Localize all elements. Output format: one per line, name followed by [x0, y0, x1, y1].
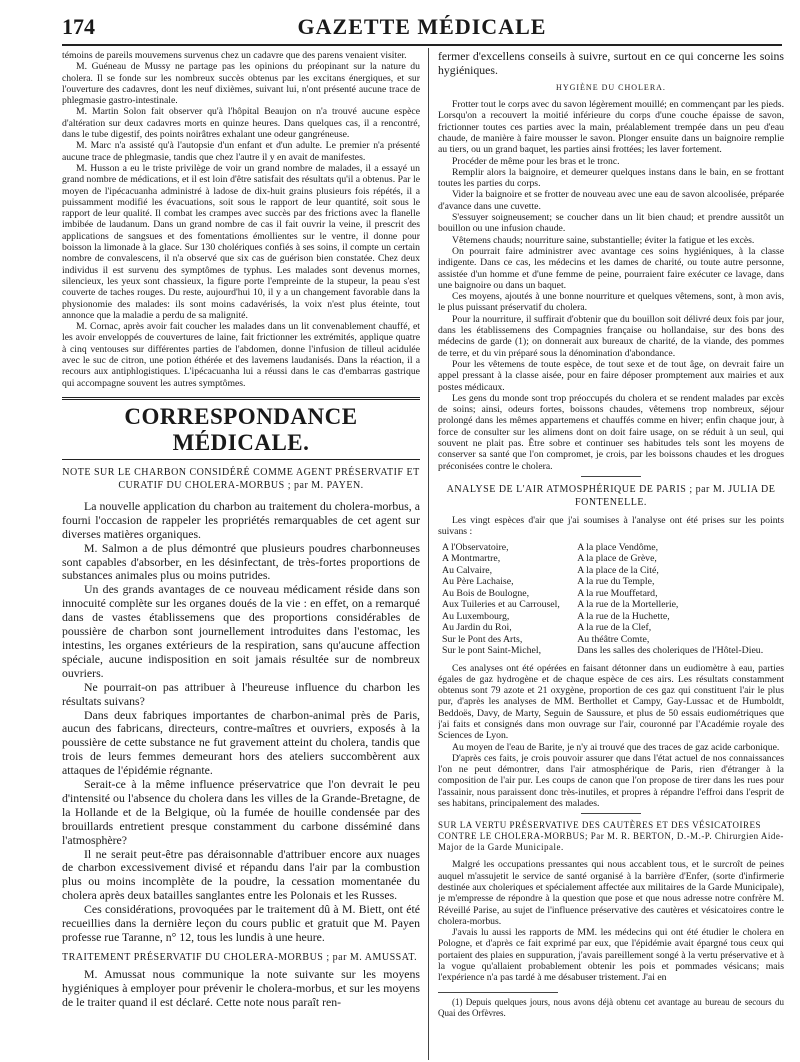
article-author: par M. AMUSSAT. [332, 951, 418, 963]
article-author: Par M. R. BERTON, D.-M.-P. Chirurgien Aide-Major de la Garde Municipale. [438, 831, 784, 853]
paragraph: Au moyen de l'eau de Barite, je n'y ai trouvé que des traces de gaz acide carbonique. [452, 741, 780, 753]
paragraph: Procéder de même pour les bras et le tronc. [452, 155, 620, 167]
table-row [438, 611, 784, 623]
session-report [62, 50, 420, 389]
paragraph: Il ne serait peut-être pas déraisonnable d'attribuer encore aux nuages de charbon excessivement divisé et répandu dans l'air par la combustion plus ou moins incomplète de la poudre, la cessation momentanée du cholera après deux batailles sanglantes entre les Polonais et les Russes. [62, 846, 420, 903]
paragraph: Pour les vêtemens de toute espèce, de tout sexe et de tout âge, on devrait faire un appel pressant à la classe aisée, pour en faire déposer promptement aux mairies et aux postes médicaux. [438, 358, 784, 393]
table-row [438, 565, 784, 577]
paragraph: M. Martin Solon fait observer qu'à l'hôpital Beaujon on n'a trouvé aucune espèce d'altération sur deux cadavres morts en quinze heures. Dans quelques cas, il a rencontré, dans le tube digestif, des points noirâtres exhalant une odeur gangréneuse. [62, 106, 420, 141]
paragraph: Vider la baignoire et se frotter de nouveau avec une eau de savon alcoolisée, préparée d'avance dans une cuvette. [438, 189, 784, 212]
article-title-text: NOTE SUR LE CHARBON CONSIDÉRÉ COMME AGENT PRÉSERVATIF ET CURATIF DU CHOLERA-MORBUS ; [62, 466, 420, 491]
place-cell: Au Bois de Boulogne, [442, 587, 530, 599]
paragraph: M. Amussat nous communique la note suivante sur les moyens hygiéniques à employer pour prévenir le cholera-morbus, et sur les moyens de le traiter quand il est déclaré. Cette note nous paraît ren- [62, 966, 420, 1009]
left-column [62, 50, 420, 1060]
paragraph: M. Cornac, après avoir fait coucher les malades dans un lit convenablement chauffé, et les avoir enveloppés de couvertures de laine, fait frictionner les extrémités, applique quatre à cinq ventouses sur différentes parties de l'abdomen, donne l'infusion de tilleul acidulée avec le suc de citron, une potion éthérée et des lavemens laudanisés. Dans la réaction, il a recours aux antiphlogistiques. L'ipécacuanha lui a réussi dans le cas d'embarras gastrique qui accompagne souvent les autres symptômes. [62, 321, 420, 389]
paragraph: Remplir alors la baignoire, et demeurer quelques instans dans le bain, en se frottant toutes les parties du corps. [438, 166, 784, 190]
footnote-rule [438, 992, 558, 993]
paragraph: Les vingt espèces d'air que j'ai soumises à l'analyse ont été prises sur les points suivans : [438, 514, 784, 538]
place-cell: Au théâtre Comte, [577, 633, 650, 645]
paragraph: Vêtemens chauds; nourriture saine, substantielle; éviter la fatigue et les excès. [452, 234, 755, 246]
place-cell: Au Jardin du Roi, [442, 622, 512, 633]
paragraph: Les gens du monde sont trop préoccupés du cholera et se rendent malades par excès de soins; ainsi, odeurs fortes, boissons chaudes, vêtemens trop nombreux, séjour prolongé dans les mêmes appartemens et chauffés comme en hiver; enfin chaque jour, à force de consulter sur les alimens dont on doit faire usage, on se réduit à un seul, qui souvent ne plait pas. Être sobre et continuer ses habitudes tels sont les moyens de conserver sa santé que l'on compromet, je crois, par les boissons chaudes et les drogues préconisées contre le cholera. [438, 392, 784, 472]
paragraph: D'après ces faits, je crois pouvoir assurer que dans l'état actuel de nos connaissances l'on ne peut démontrer, dans l'air atmosphérique de Paris, rien d'étranger à la composition de l'air pur. Les coups de canon que l'on propose de tirer dans les rues pour l'assainir, nous paraissent donc très-inutiles, et propres à répandre l'effroi dans l'esprit de ses habitans, principalement des malades. [438, 752, 784, 810]
place-cell: A la place de Grève, [577, 553, 657, 564]
table-row [438, 576, 784, 588]
article-air-analysis [438, 483, 784, 809]
right-column [438, 50, 784, 1060]
hygiene-title: HYGIÈNE DU CHOLERA. [556, 82, 666, 92]
article-author: par M. PAYEN. [294, 479, 364, 491]
table-row [438, 553, 784, 565]
place-cell: Dans les salles des choleriques de l'Hôtel-Dieu. [577, 645, 764, 656]
place-cell: A la rue de la Mortellerie, [577, 599, 679, 610]
article-amussat [62, 951, 420, 1010]
paragraph: On pourrait faire administrer avec avantage ces soins hygiéniques, à la classe indigente. Dans ce cas, les médecins et les dames de charité, ou toute autre personne, assistée d'un homme et d'une femme de peine, pourraient faire exécuter ce lavage, dans une baignoire ou dans un baquet. [438, 245, 784, 291]
place-cell: A la rue du Temple, [577, 576, 655, 587]
article-author: par M. JULIA DE FONTENELLE. [575, 483, 776, 508]
place-cell: Au Père Lachaise, [442, 576, 514, 587]
place-cell: A la rue de la Clef, [577, 622, 652, 633]
article-cauteres [438, 820, 784, 983]
table-row [438, 588, 784, 600]
table-row [438, 622, 784, 634]
place-cell: A la place Vendôme, [577, 541, 659, 553]
column-divider [428, 48, 429, 1060]
sampling-places-table [438, 542, 784, 657]
paragraph: Malgré les occupations pressantes qui nous accablent tous, et le surcroît de peines auquel m'assujetit le service de santé organisé à la barrière d'Enfer, (sorte d'infirmerie destinée aux choleriques et spécialement affectée aux militaires de la Garde Municipale), je m'empresse de répondre à la question que pose et que nous adresse notre confrère M. Réveillé Parise, au sujet de l'influence préservative des cautères et vésicatoires contre le cholera-morbus. [438, 859, 784, 927]
paragraph: Ces moyens, ajoutés à une bonne nourriture et quelques vêtemens, sont, à mon avis, le plus puissant préservatif du cholera. [438, 291, 784, 314]
article-title-text: SUR LA VERTU PRÉSERVATIVE DES CAUTÈRES ET DES VÉSICATOIRES CONTRE LE CHOLERA-MORBUS; [438, 820, 761, 842]
paragraph: M. Guéneau de Mussy ne partage pas les opinions du préopinant sur la nature du cholera. Il se fonde sur les nombreux succès obtenus par les excitans énergiques, et sur l'ouverture des cadavres, dont les neuf dixièmes, suivant lui, n'ont présenté aucune trace de phlegmasie gastro-intestinale. [62, 61, 420, 107]
place-cell: Au Calvaire, [442, 564, 493, 576]
header-rule [62, 44, 782, 46]
article-title [438, 483, 784, 509]
paragraph: J'avais lu aussi les rapports de MM. les médecins qui ont été étudier le cholera en Pologne, et d'après ce fait exprimé par eux, que l'épidémie avait épargné tous ceux qui portaient des plaies en suppuration, j'avais pareillement songé à la vertu préservative et à la vogue qu'allaient probablement obtenir les pois et pommades vésicans; mais l'expérience n'a pas tardé à me désabuser tristement. J'ai en [438, 927, 784, 984]
paragraph: M. Salmon a de plus démontré que plusieurs poudres charbonneuses sont capables d'absorber, en les désinfectant, de très-fortes proportions de substances animales plus ou moins putrides. [62, 540, 420, 583]
paragraph: M. Marc n'a assisté qu'à l'autopsie d'un enfant et d'un adulte. Le premier n'a présenté aucune trace de phlegmasie, tandis que chez l'autre il y en avait de manifestes. [62, 140, 420, 163]
article-title [62, 466, 420, 492]
place-cell: Au Luxembourg, [442, 610, 510, 622]
place-cell: Sur le pont Saint-Michel, [442, 645, 542, 656]
paragraph: Frotter tout le corps avec du savon légèrement mouillé; en commençant par les pieds. Lorsqu'on a recouvert la moitié inférieure du corps d'une couche épaisse de savon, frictionner toutes ces parties avec la main, préalablement trempée dans un peu d'eau chaude, de manière à faire mousser le savon. Plonger ensuite dans un baignoire remplie au tiers, ou un grand baquet, les parties ainsi frottées; les laver fortement. [438, 99, 784, 156]
paragraph: S'essuyer soigneusement; se coucher dans un lit bien chaud; et prendre aussitôt un bouillon ou une infusion chaude. [438, 212, 784, 235]
place-cell: Sur le Pont des Arts, [442, 633, 523, 645]
paragraph: Serait-ce à la même influence préservatrice que l'on devrait le peu d'intensité ou l'absence du cholera dans les villes de la Grande-Bretagne, de la Hollande et de la Belgique, où la fumée de houille condensée par des brouillards entretient presque constamment du carbone disséminé dans l'atmosphère? [62, 777, 420, 847]
place-cell: A la rue de la Huchette, [577, 610, 670, 622]
separator-rule [581, 476, 641, 477]
paragraph: Ces analyses ont été opérées en faisant détonner dans un eudiomètre à eau, parties égales de gaz hydrogène et de chaque espèce de ces airs. Les résultats constamment obtenus sont 79 azote et 21 oxygène, proportion de ces gaz qui constituent l'air le plus pur, d'après les analyses de MM. Berthollet et Campy, Gay-Lussac et de Humboldt, Beddoës, Davy, de Marty, Seguin de Saussure, et plus de 50 essais eudiométriques que j'ai faits et consignés dans mon ouvrage sur l'air, couronné par l'Académie royale des Sciences de Lyon. [438, 662, 784, 742]
table-row [438, 542, 784, 554]
article-charbon [62, 466, 420, 945]
paragraph: Dans deux fabriques importantes de charbon-animal près de Paris, aucun des fabricans, directeurs, contre-maîtres et ouvriers, exposés à la poussière de cette substance ne fut gravement atteint du cholera, tandis que trois de leurs femmes demeurant hors des ateliers succombèrent aux attaques de l'épidémie régnante. [62, 707, 420, 778]
paragraph: témoins de pareils mouvemens survenus chez un cadavre que des parens venaient visiter. [62, 50, 407, 61]
page-header [62, 10, 782, 44]
journal-title: GAZETTE MÉDICALE [297, 14, 547, 39]
place-cell: A la rue Mouffetard, [577, 587, 658, 599]
paragraph: M. Husson a eu le triste privilège de voir un grand nombre de malades, il a essayé un grand nombre de médications, et il est loin d'être satisfait des résultats qu'il a obtenus. Par le moyen de l'ipécacuanha administré à ladose de dix-huit grains plusieurs fois répétés, il a puissamment modifié les évacuations, soit sous le rapport de leur quantité, soit sous le rapport de leur qualité. Il combat les crampes avec succès par des frictions avec la flanelle imbibée de laudanum. Dans un grand nombre de cas il fait ouvrir la veine, il prescrit des applications de sangsues et des fomentations émollientes sur le ventre, il donne pour boisson la limonade à la glace. Sur 130 cholériques confiés à ses soins, il compte un certain nombre de convalescens, il n'a observé que six cas de guérison bien constatée. Chez deux individus il est survenu des symptômes de typhus. Les malades sont devenus mornes, silencieux, les yeux sont chassieux, la figure porte l'empreinte de la stupeur, la peau s'est couverte de taches rouges. Du reste, aujourd'hui 10, il y a un changement favorable dans la physionomie des malades: ils sont moins cadavérisés, la voix n'est plus éteinte, tout annonce que la maladie a perdu de sa malignité. [62, 162, 420, 321]
place-cell: A Montmartre, [442, 553, 501, 564]
paragraph: Pour la nourriture, il suffirait d'obtenir que du bouillon soit délivré deux fois par jour, dans les établissemens des Compagnies française ou hollandaise, sur des bons des médecins de garde (1); on donnerait aux bureaux de charité, de la viande, des pommes de terre, et du vin préparé sous la dénomination d'abondance. [438, 313, 784, 359]
paragraph: Ces considérations, provoquées par le traitement dû à M. Biett, ont été recueillies dans la dernière leçon du cours public et gratuit que M. Payen professe rue Taranne, n° 12, tous les lundis à une heure. [62, 902, 420, 944]
article-title [438, 820, 784, 853]
place-cell: Aux Tuileries et au Carrousel, [442, 599, 560, 610]
footnote: (1) Depuis quelques jours, nous avons déjà obtenu cet avantage au bureau de secours du Quai des Orfèvres. [438, 996, 784, 1018]
table-row [438, 645, 784, 657]
table-row [438, 634, 784, 646]
hygiene-section [438, 82, 784, 472]
paragraph: Ne pourrait-on pas attribuer à l'heureuse influence du charbon les résultats suivans? [62, 679, 420, 708]
place-cell: A l'Observatoire, [442, 541, 509, 553]
paragraph: La nouvelle application du charbon au traitement du cholera-morbus, a fourni l'occasion de rappeler les propriétés remarquables de cet agent sur diverses matières organiques. [62, 498, 420, 541]
place-cell: A la place de la Cité, [577, 564, 659, 576]
article-title-text: TRAITEMENT PRÉSERVATIF DU CHOLERA-MORBUS ; [62, 951, 330, 963]
amussat-continuation [438, 50, 784, 78]
page-number: 174 [62, 14, 95, 39]
separator-rule [581, 813, 641, 814]
paragraph: fermer d'excellens conseils à suivre, surtout en ce qui concerne les soins hygiéniques. [438, 50, 784, 77]
paragraph: Un des grands avantages de ce nouveau médicament réside dans son innocuité complète sur les organes doués de la vie : en effet, on a remarqué dans de vastes établissemens que des proportions considérables de poussière de charbon sont journellement introduites dans l'estomac, les intestins, les organes extérieurs de la respiration, sans qu'aucune affection spéciale, aucune indisposition en soit jamais résultée sur de nombreux ouvriers. [62, 582, 420, 680]
article-title-text: ANALYSE DE L'AIR ATMOSPHÉRIQUE DE PARIS ; [446, 483, 693, 495]
section-title: CORRESPONDANCE MÉDICALE. [62, 397, 420, 460]
table-row [438, 599, 784, 611]
article-title [62, 951, 420, 964]
